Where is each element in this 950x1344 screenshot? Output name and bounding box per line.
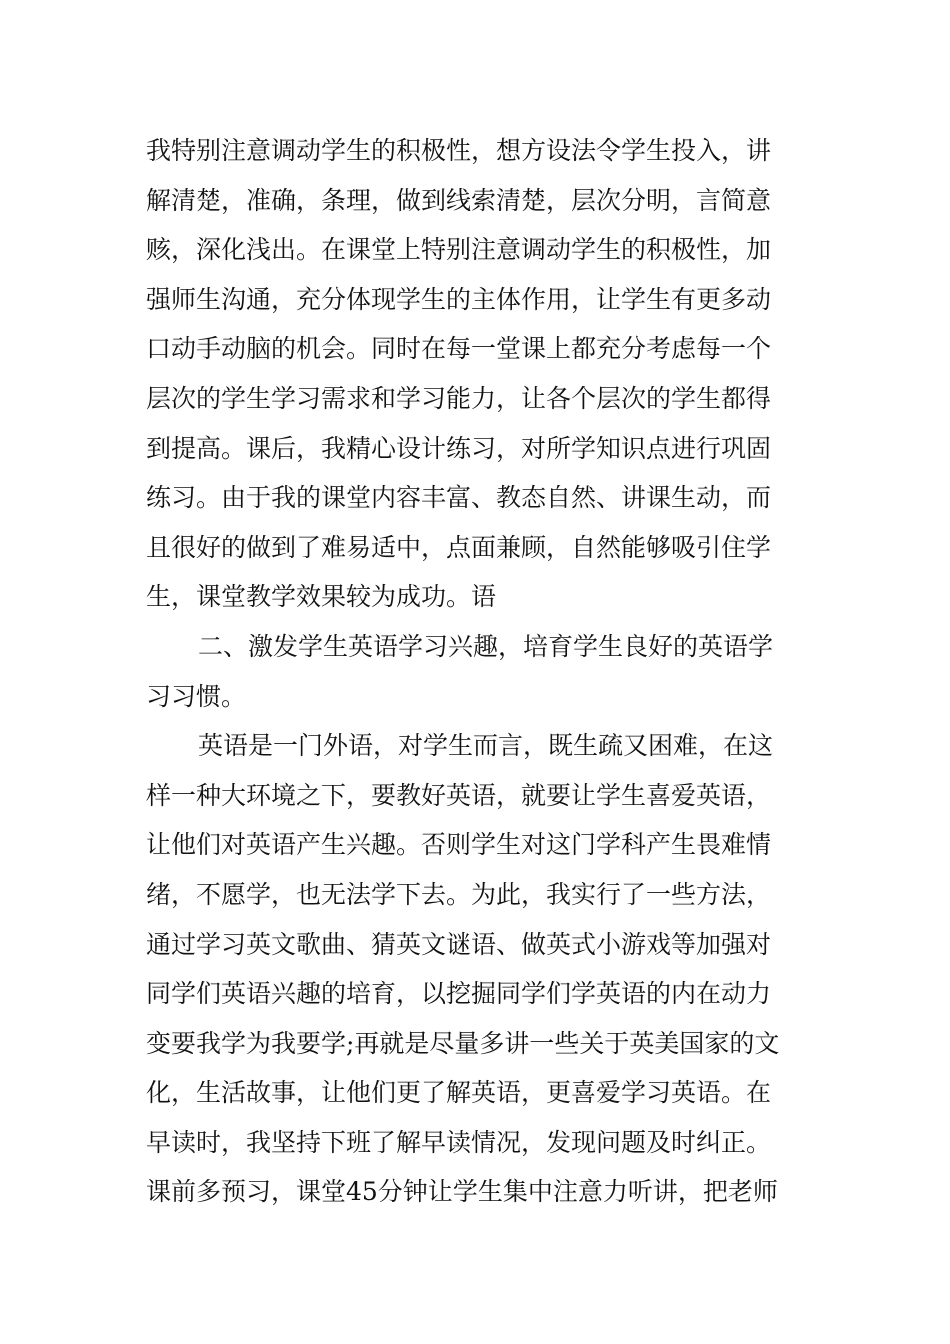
text-line-20: 化，生活故事，让他们更了解英语，更喜爱学习英语。在 xyxy=(146,1078,772,1108)
text-line-7: 到提高。课后，我精心设计练习，对所学知识点进行巩固 xyxy=(146,433,772,463)
text-line-1: 我特别注意调动学生的积极性，想方设法令学生投入，讲 xyxy=(146,136,772,165)
text-line-17: 通过学习英文歌曲、猜英文谜语、做英式小游戏等加强对 xyxy=(146,929,772,959)
text-line-18: 同学们英语兴趣的培育，以挖掘同学们学英语的内在动力 xyxy=(146,979,772,1009)
text-line-22: 课前多预习，课堂45分钟让学生集中注意力听讲，把老师 xyxy=(146,1177,778,1207)
text-line-16: 绪，不愿学，也无法学下去。为此，我实行了一些方法， xyxy=(146,879,772,909)
section-heading-line-1: 二、激发学生英语学习兴趣，培育学生良好的英语学 xyxy=(198,631,774,661)
text-line-19: 变要我学为我要学;再就是尽量多讲一些关于英美国家的文 xyxy=(146,1028,780,1058)
text-line-6: 层次的学生学习需求和学习能力，让各个层次的学生都得 xyxy=(146,383,772,413)
text-line-5: 口动手动脑的机会。同时在每一堂课上都充分考虑每一个 xyxy=(146,334,772,364)
text-line-9: 且很好的做到了难易适中，点面兼顾，自然能够吸引住学 xyxy=(146,532,772,562)
text-line-21: 早读时，我坚持下班了解早读情况，发现问题及时纠正。 xyxy=(146,1127,772,1157)
paragraph-start-line: 英语是一门外语，对学生而言，既生疏又困难，在这 xyxy=(198,731,774,761)
text-line-14: 样一种大环境之下，要教好英语，就要让学生喜爱英语， xyxy=(146,780,772,810)
text-line-2: 解清楚，准确，条理，做到线索清楚，层次分明，言简意 xyxy=(146,185,772,215)
text-line-15: 让他们对英语产生兴趣。否则学生对这门学科产生畏难情 xyxy=(146,830,772,860)
text-line-8: 练习。由于我的课堂内容丰富、教态自然、讲课生动，而 xyxy=(146,483,772,513)
text-line-10: 生，课堂教学效果较为成功。语 xyxy=(146,582,497,612)
text-line-4: 强师生沟通，充分体现学生的主体作用，让学生有更多动 xyxy=(146,284,772,314)
document-body-text xyxy=(146,126,811,1217)
section-heading-line-2: 习习惯。 xyxy=(146,681,247,711)
text-line-3: 赅，深化浅出。在课堂上特别注意调动学生的积极性，加 xyxy=(146,235,772,265)
